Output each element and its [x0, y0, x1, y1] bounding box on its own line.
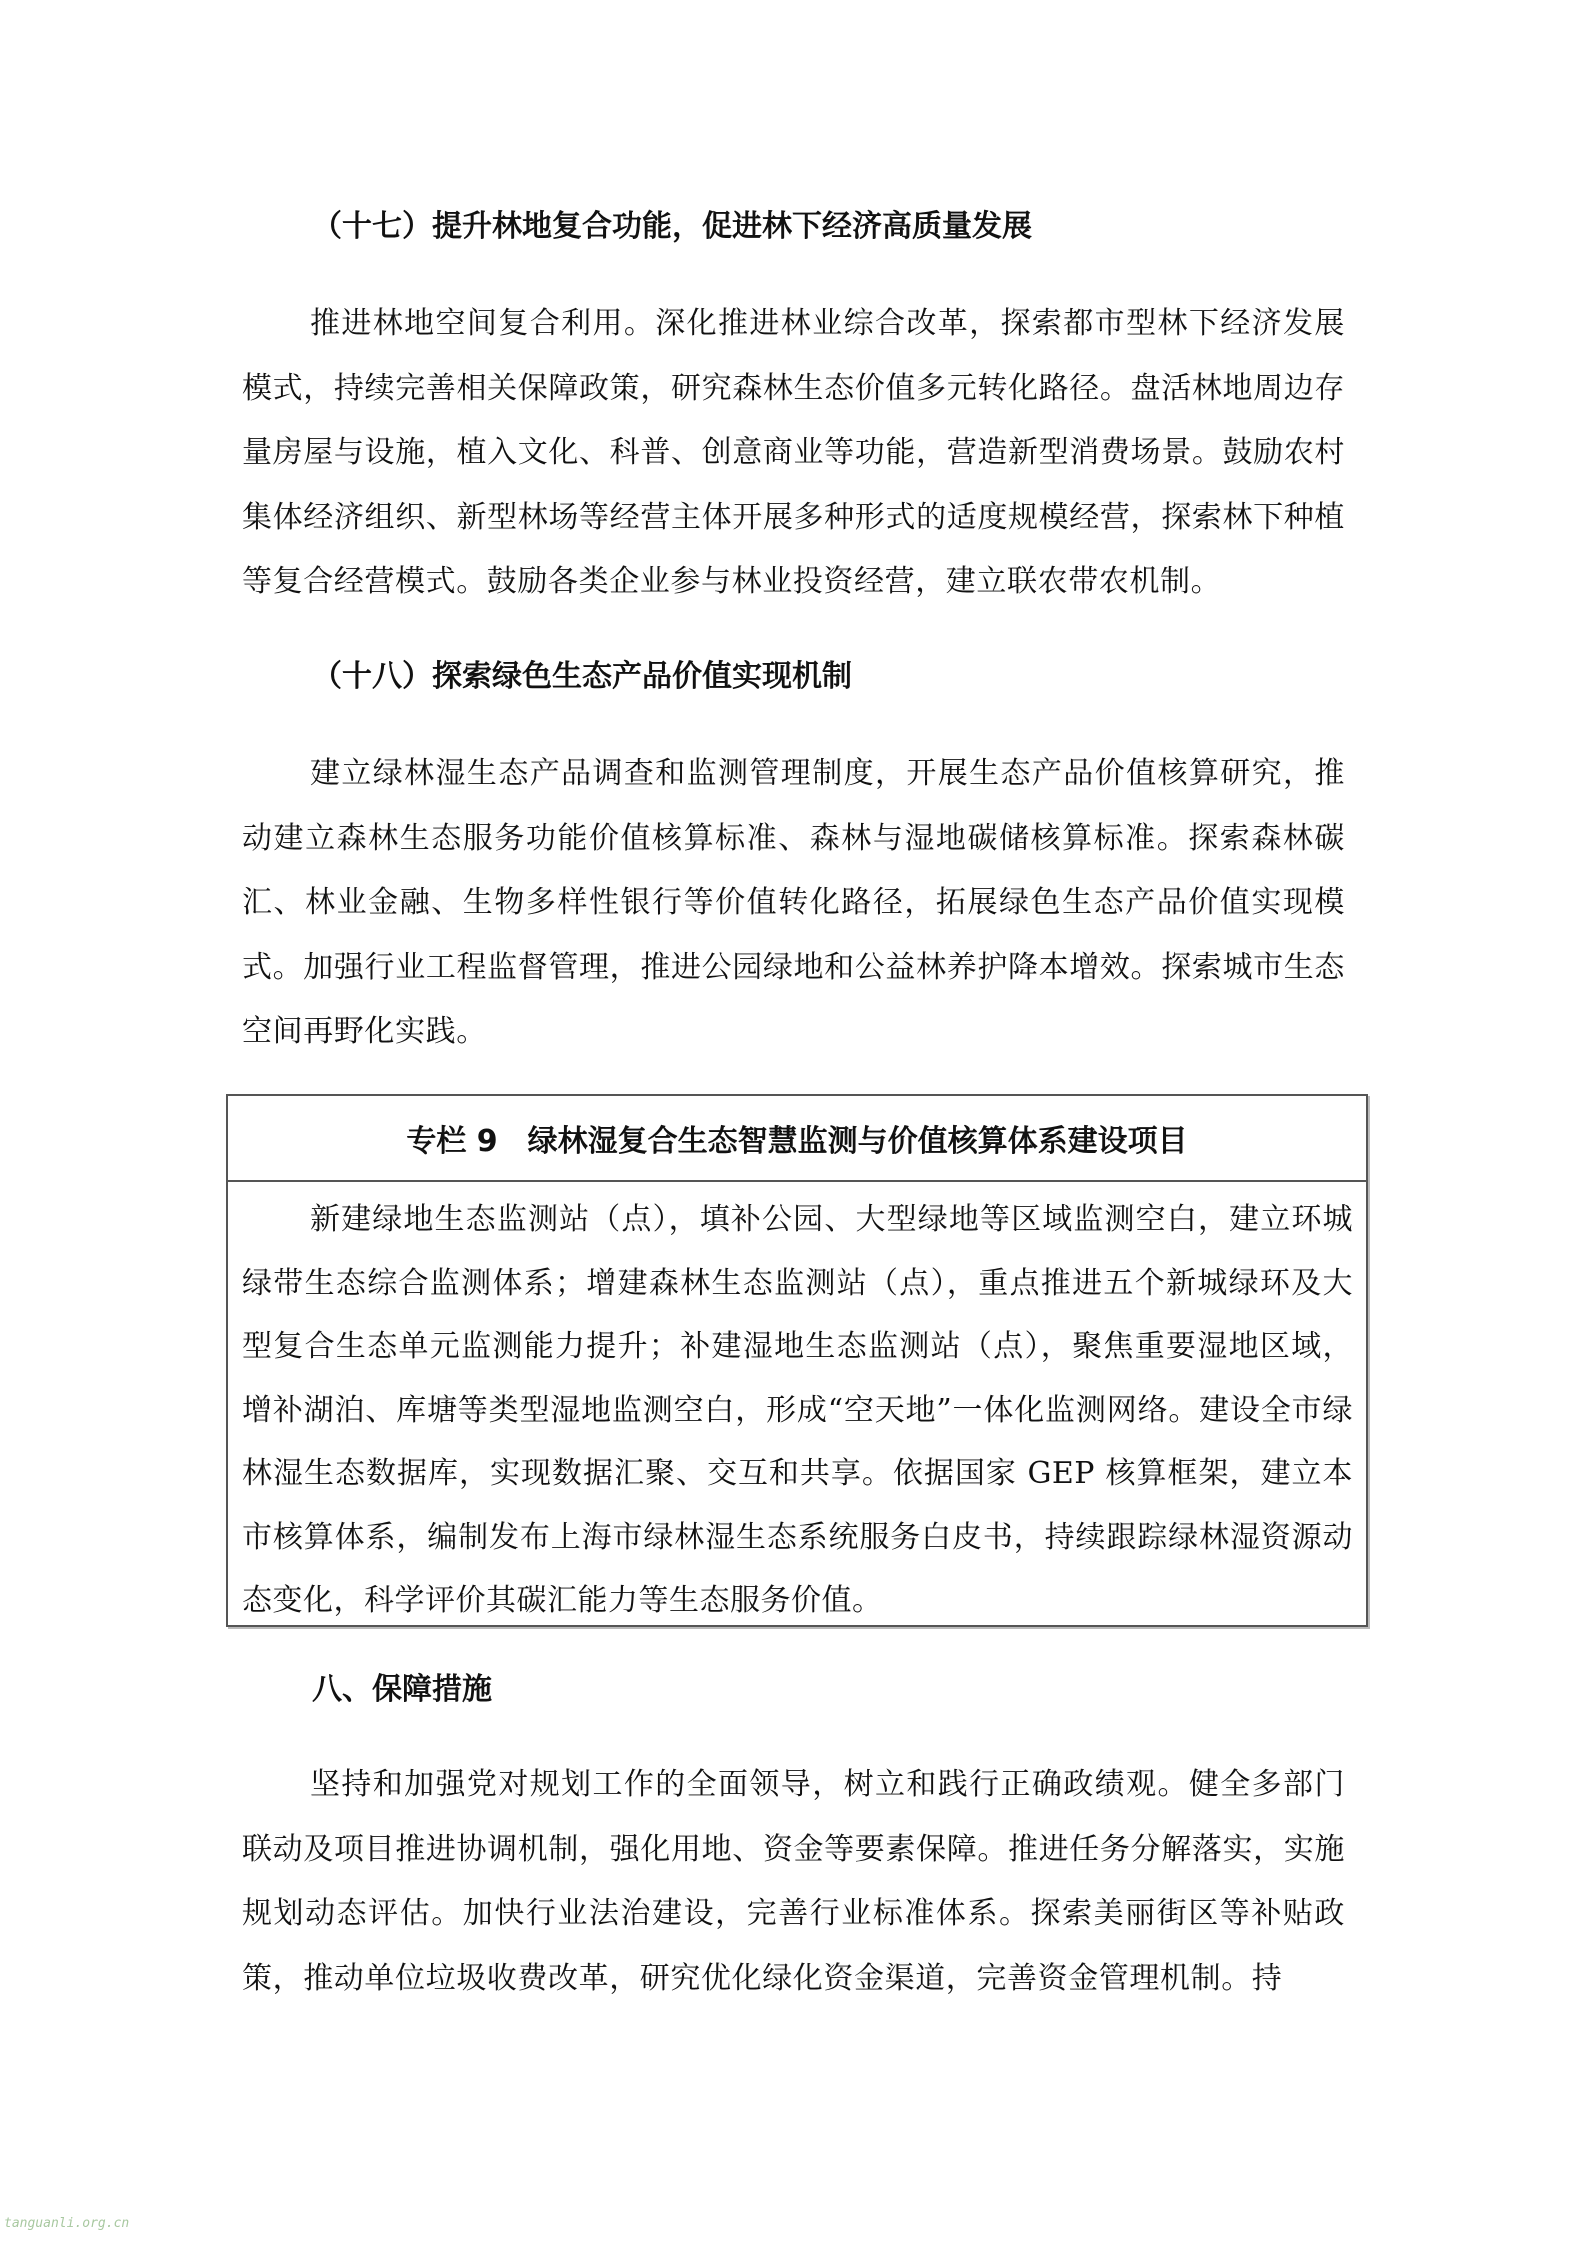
- project-column-body: 新建绿地生态监测站（点），填补公园、大型绿地等区域监测空白，建立环城绿带生态综合监测体系；增建森林生态监测站（点），重点推进五个新城绿环及大型复合生态单元监测能力提升；补建湿地生态监测站（点），聚焦重要湿地区域，增补湖泊、库塘等类型湿地监测空白，形成“空天地”一体化监测网络。建设全市绿林湿生态数据库，实现数据汇聚、交互和共享。依据国家 GEP 核算框架，建立本市核算体系，编制发布上海市绿林湿生态系统服务白皮书，持续跟踪绿林湿资源动态变化，科学评价其碳汇能力等生态服务价值。: [242, 1202, 1353, 1618]
- section-18-paragraph: 建立绿林湿生态产品调查和监测管理制度，开展生态产品价值核算研究，推动建立森林生态服务功能价值核算标准、森林与湿地碳储核算标准。探索森林碳汇、林业金融、生物多样性银行等价值转化路径，拓展绿色生态产品价值实现模式。加强行业工程监督管理，推进公园绿地和公益林养护降本增效。探索城市生态空间再野化实践。: [242, 756, 1345, 1049]
- watermark-text: tanguanli.org.cn: [4, 2216, 130, 2231]
- section-18-heading: （十八）探索绿色生态产品价值实现机制: [312, 659, 852, 694]
- section-17-paragraph: 推进林地空间复合利用。深化推进林业综合改革，探索都市型林下经济发展模式，持续完善相关保障政策，研究森林生态价值多元转化路径。盘活林地周边存量房屋与设施，植入文化、科普、创意商业等功能，营造新型消费场景。鼓励农村集体经济组织、新型林场等经营主体开展多种形式的适度规模经营，探索林下种植等复合经营模式。鼓励各类企业参与林业投资经营，建立联农带农机制。: [242, 306, 1345, 599]
- section-17-heading: （十七）提升林地复合功能，促进林下经济高质量发展: [312, 209, 1032, 244]
- project-column-title: 专栏 9 绿林湿复合生态智慧监测与价值核算体系建设项目: [228, 1096, 1366, 1182]
- project-column-box: [226, 1094, 1368, 1627]
- section-8-heading: 八、保障措施: [312, 1672, 492, 1707]
- section-8-paragraph: 坚持和加强党对规划工作的全面领导，树立和践行正确政绩观。健全多部门联动及项目推进协调机制，强化用地、资金等要素保障。推进任务分解落实，实施规划动态评估。加快行业法治建设，完善行业标准体系。探索美丽街区等补贴政策，推动单位垃圾收费改革，研究优化绿化资金渠道，完善资金管理机制。持: [242, 1767, 1345, 1996]
